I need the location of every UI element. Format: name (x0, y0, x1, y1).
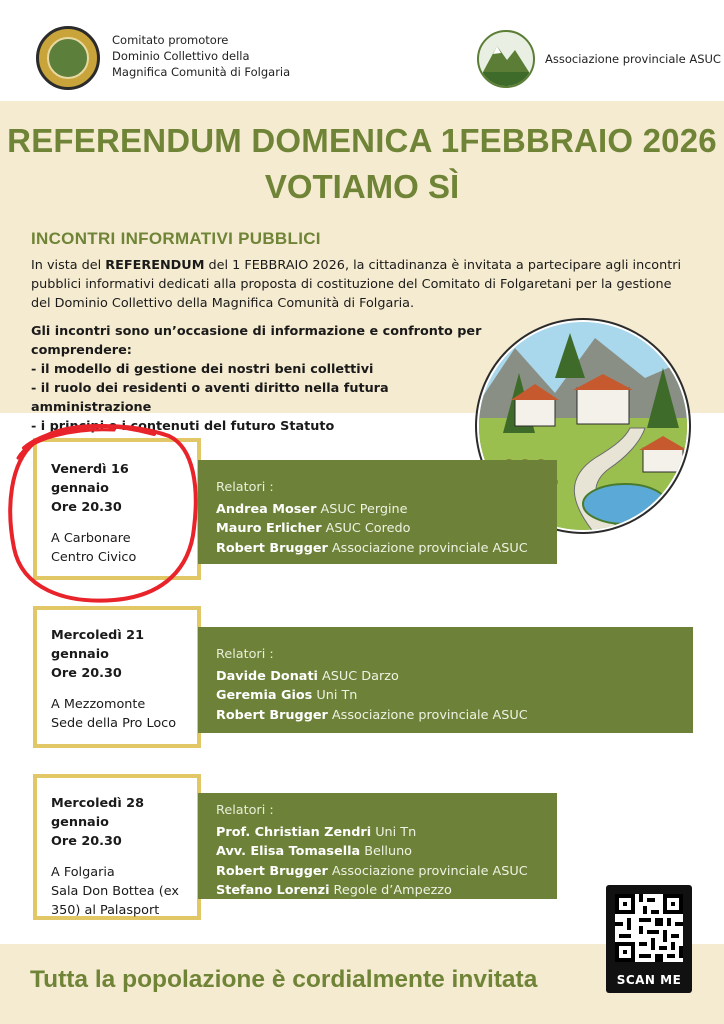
speakers-label: Relatori : (216, 480, 274, 495)
referendum-title: REFERENDUM DOMENICA 1FEBBRAIO 2026 (7, 122, 717, 159)
asuc-trentino-logo-icon (477, 30, 535, 88)
event-card (33, 438, 201, 580)
event-day: Mercoledì 21 gennaio (51, 628, 144, 662)
speaker-line (216, 842, 557, 862)
speakers-label: Relatori : (216, 647, 274, 662)
speaker-line (216, 667, 693, 687)
event-place (51, 529, 185, 567)
speakers-panel (198, 460, 557, 564)
speakers-panel (198, 627, 693, 733)
speakers-label: Relatori : (216, 803, 274, 818)
event-place-line: Sede della Pro Loco (51, 716, 177, 731)
speaker-name: Robert Brugger (216, 540, 328, 556)
speaker-name: Andrea Moser (216, 501, 317, 517)
speaker-affiliation: Associazione provinciale ASUC (327, 540, 528, 556)
speaker-name: Davide Donati (216, 668, 318, 684)
event-time: Ore 20.30 (51, 666, 122, 681)
event-place-line: A Folgaria (51, 865, 115, 880)
qr-code-badge[interactable] (606, 885, 692, 993)
speaker-affiliation: Associazione provinciale ASUC (327, 863, 528, 879)
event-day: Venerdì 16 gennaio (51, 462, 129, 496)
speaker-affiliation: Regole d’Ampezzo (329, 883, 452, 898)
event-place (51, 695, 185, 733)
speaker-name: Robert Brugger (216, 863, 328, 879)
speaker-affiliation: ASUC Darzo (317, 668, 399, 684)
purpose-line: - il modello di gestione dei nostri beni collettivi (31, 362, 374, 377)
purpose-line: - il ruolo dei residenti o aventi diritto nella futura amministrazione (31, 381, 389, 415)
promoter-org-line: Dominio Collettivo della (112, 49, 250, 63)
speaker-affiliation: ASUC Pergine (316, 501, 408, 517)
speaker-line (216, 519, 557, 539)
speaker-name: Geremia Gios (216, 688, 313, 703)
speaker-line (216, 539, 557, 559)
section-heading: INCONTRI INFORMATIVI PUBBLICI (31, 229, 321, 248)
event-place-line: A Carbonare (51, 531, 131, 546)
asuc-org-name: Associazione provinciale ASUC (545, 52, 721, 66)
speaker-affiliation: Associazione provinciale ASUC (327, 707, 528, 723)
promoter-org-name (112, 32, 290, 80)
speaker-line (216, 706, 693, 726)
promoter-org-line: Comitato promotore (112, 33, 229, 47)
speaker-affiliation: Uni Tn (312, 688, 358, 703)
purpose-list (31, 322, 511, 436)
event-time: Ore 20.30 (51, 834, 122, 849)
speaker-line (216, 500, 557, 520)
event-place-line: A Mezzomonte (51, 697, 146, 712)
vote-yes-title: VOTIAMO SÌ (264, 168, 460, 205)
event-place-line: 350) al Palasport (51, 903, 160, 918)
speaker-affiliation: Belluno (360, 844, 413, 859)
promoter-org-line: Magnifica Comunità di Folgaria (112, 65, 291, 79)
speaker-affiliation: Uni Tn (371, 824, 417, 840)
qr-code-icon (615, 894, 683, 962)
event-place-line: Centro Civico (51, 550, 137, 565)
scan-me-label: SCAN ME (616, 973, 682, 987)
speaker-name: Prof. Christian Zendri (216, 824, 372, 840)
speakers-panel (198, 793, 557, 899)
folgaria-emblem-icon (36, 26, 100, 90)
speaker-line (216, 686, 693, 706)
event-day: Mercoledì 28 gennaio (51, 796, 144, 830)
intro-referendum: REFERENDUM (105, 258, 205, 273)
event-card (33, 774, 201, 920)
event-place-line: Sala Don Bottea (ex (51, 884, 179, 899)
intro-paragraph (31, 256, 691, 313)
speaker-line (216, 823, 557, 843)
event-place (51, 863, 185, 920)
event-time: Ore 20.30 (51, 500, 122, 515)
speaker-line (216, 881, 557, 901)
speaker-line (216, 862, 557, 882)
purpose-line: Gli incontri sono un’occasione di informazione e confronto per comprendere: (31, 324, 482, 358)
intro-text: In vista del (31, 258, 106, 273)
invitation-footer: Tutta la popolazione è cordialmente invitata (30, 966, 538, 993)
speaker-name: Mauro Erlicher (216, 521, 322, 536)
speaker-name: Stefano Lorenzi (216, 883, 330, 898)
speaker-name: Avv. Elisa Tomasella (216, 844, 361, 859)
speaker-affiliation: ASUC Coredo (321, 521, 411, 536)
intro-text: del 1 FEBBRAIO 2026, la cittadinanza è invitata a partecipare agli incontri pubblici informativi dedicati alla proposta di costituzione del Comitato di Folgaretani per la gestione del Dominio Collettivo della Magnifica Comunità di Folgaria. (31, 258, 682, 311)
purpose-line: - i principi e i contenuti del futuro Statuto (31, 419, 335, 434)
speaker-name: Robert Brugger (216, 707, 328, 723)
event-card (33, 606, 201, 748)
